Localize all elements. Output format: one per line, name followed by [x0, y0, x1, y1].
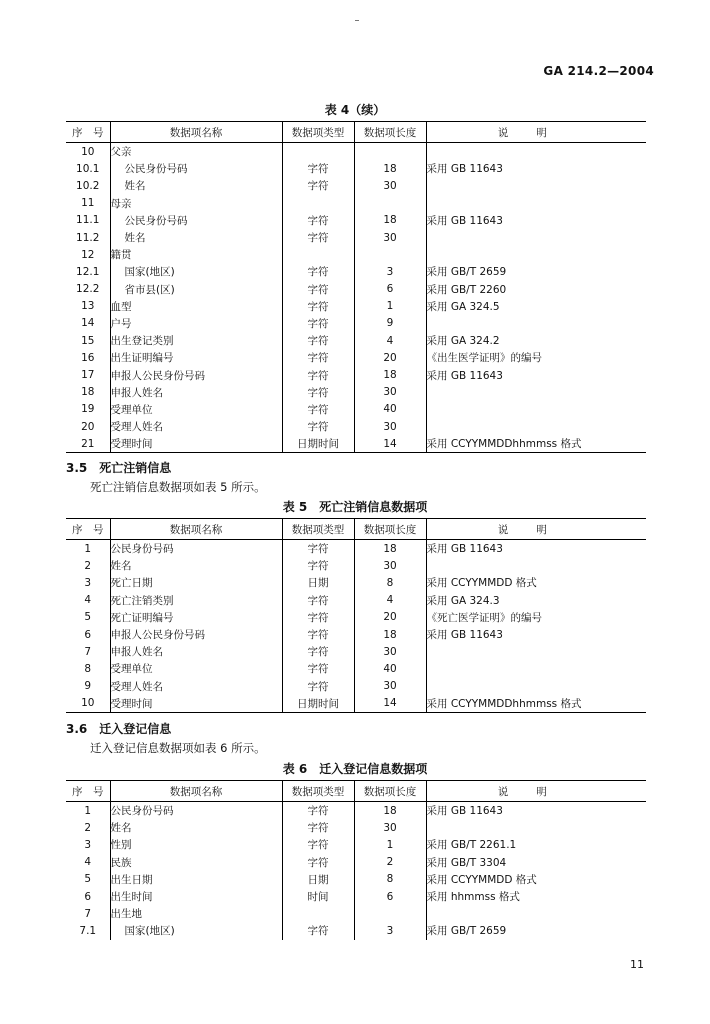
col-header-length: 数据项长度 [354, 781, 426, 802]
cell-name: 死亡日期 [110, 574, 282, 591]
cell-length [354, 246, 426, 263]
cell-length: 1 [354, 298, 426, 315]
table-row [66, 871, 646, 888]
cell-name: 出生证明编号 [110, 349, 282, 366]
cell-desc [426, 246, 646, 263]
cell-name: 出生日期 [110, 871, 282, 888]
cell-type: 字符 [282, 802, 354, 820]
cell-name: 国家(地区) [110, 263, 282, 280]
cell-no: 21 [81, 437, 95, 450]
cell-name: 国家(地区) [110, 922, 282, 939]
cell-no: 11.1 [76, 214, 100, 227]
cell-type: 字符 [282, 212, 354, 229]
cell-no: 15 [81, 334, 95, 347]
col-header-no: 序 号 [66, 519, 110, 540]
cell-desc: 采用 GB 11643 [426, 212, 646, 229]
cell-desc: 采用 GB 11643 [426, 540, 646, 558]
cell-no: 10.1 [76, 162, 100, 175]
table-row [66, 298, 646, 315]
cell-length: 4 [354, 592, 426, 609]
cell-length: 20 [354, 349, 426, 366]
cell-name: 姓名 [110, 819, 282, 836]
cell-no: 11.2 [76, 231, 100, 244]
cell-desc [426, 660, 646, 677]
cell-desc: 采用 GB/T 3304 [426, 854, 646, 871]
cell-desc: 采用 GB 11643 [426, 160, 646, 177]
cell-length: 2 [354, 854, 426, 871]
page-number: 11 [630, 958, 644, 971]
col-header-no: 序 号 [66, 781, 110, 802]
cell-desc: 采用 CCYYMMDD 格式 [426, 871, 646, 888]
cell-length: 18 [354, 540, 426, 558]
section-paragraph-3-5: 死亡注销信息数据项如表 5 所示。 [90, 480, 266, 494]
cell-no: 6 [84, 890, 92, 903]
cell-name: 受理人姓名 [110, 678, 282, 695]
cell-length: 30 [354, 384, 426, 401]
table4 [66, 121, 646, 453]
col-header-desc: 说明 [426, 781, 646, 802]
cell-name: 姓名 [110, 557, 282, 574]
cell-no: 7 [84, 645, 92, 658]
cell-no: 5 [84, 611, 92, 624]
cell-desc: 《出生医学证明》的编号 [426, 349, 646, 366]
cell-desc: 采用 CCYYMMDDhhmmss 格式 [426, 695, 646, 713]
cell-name: 死亡注销类别 [110, 592, 282, 609]
cell-length: 3 [354, 263, 426, 280]
cell-name: 受理单位 [110, 401, 282, 418]
cell-desc: 采用 GB 11643 [426, 626, 646, 643]
cell-name: 户号 [110, 315, 282, 332]
cell-desc: 采用 hhmmss 格式 [426, 888, 646, 905]
cell-no: 11 [81, 197, 95, 210]
cell-length: 30 [354, 643, 426, 660]
table-row [66, 315, 646, 332]
cell-name: 父亲 [110, 143, 282, 161]
cell-desc: 采用 GB/T 2659 [426, 922, 646, 939]
cell-length: 20 [354, 609, 426, 626]
table-row [66, 854, 646, 871]
cell-desc: 采用 CCYYMMDDhhmmss 格式 [426, 435, 646, 453]
cell-length: 18 [354, 212, 426, 229]
cell-desc [426, 819, 646, 836]
col-header-length: 数据项长度 [354, 519, 426, 540]
cell-desc: 采用 GB/T 2261.1 [426, 836, 646, 853]
cell-length: 6 [354, 281, 426, 298]
cell-no: 12.1 [76, 265, 100, 278]
table-row [66, 695, 646, 713]
cell-length: 30 [354, 177, 426, 194]
col-header-type: 数据项类型 [282, 781, 354, 802]
cell-name: 出生地 [110, 905, 282, 922]
cell-desc [426, 315, 646, 332]
col-header-length: 数据项长度 [354, 122, 426, 143]
cell-length [354, 143, 426, 161]
cell-desc [426, 905, 646, 922]
cell-name: 死亡证明编号 [110, 609, 282, 626]
cell-name: 受理时间 [110, 435, 282, 453]
table-row [66, 435, 646, 453]
cell-name: 申报人公民身份号码 [110, 626, 282, 643]
cell-type: 字符 [282, 229, 354, 246]
cell-type: 字符 [282, 177, 354, 194]
cell-length: 1 [354, 836, 426, 853]
cell-type: 字符 [282, 626, 354, 643]
cell-length: 8 [354, 574, 426, 591]
cell-no: 10.2 [76, 179, 100, 192]
standard-code: GA 214.2—2004 [543, 64, 654, 78]
table-row [66, 609, 646, 626]
cell-name: 姓名 [110, 177, 282, 194]
cell-no: 2 [84, 559, 92, 572]
cell-type: 字符 [282, 557, 354, 574]
cell-type: 字符 [282, 315, 354, 332]
cell-no: 17 [81, 369, 95, 382]
table-row [66, 660, 646, 677]
table-row [66, 626, 646, 643]
cell-name: 血型 [110, 298, 282, 315]
cell-length: 9 [354, 315, 426, 332]
table-row [66, 366, 646, 383]
cell-no: 19 [81, 403, 95, 416]
cell-type: 字符 [282, 660, 354, 677]
cell-length: 18 [354, 802, 426, 820]
table-row [66, 540, 646, 558]
table-row [66, 195, 646, 212]
cell-no: 4 [84, 594, 92, 607]
cell-desc: 采用 CCYYMMDD 格式 [426, 574, 646, 591]
table-row [66, 401, 646, 418]
cell-name: 申报人姓名 [110, 643, 282, 660]
cell-desc [426, 229, 646, 246]
cell-type [282, 143, 354, 161]
cell-no: 10 [81, 697, 95, 710]
cell-desc [426, 177, 646, 194]
cell-length [354, 905, 426, 922]
col-header-type: 数据项类型 [282, 519, 354, 540]
cell-length: 4 [354, 332, 426, 349]
cell-length: 18 [354, 626, 426, 643]
cell-name: 民族 [110, 854, 282, 871]
cell-name: 性别 [110, 836, 282, 853]
cell-type: 字符 [282, 401, 354, 418]
cell-name: 公民身份号码 [110, 212, 282, 229]
col-header-name: 数据项名称 [110, 122, 282, 143]
col-header-desc: 说明 [426, 122, 646, 143]
cell-length: 30 [354, 557, 426, 574]
table-row [66, 922, 646, 939]
cell-name: 出生登记类别 [110, 332, 282, 349]
table5 [66, 518, 646, 713]
table-row [66, 802, 646, 820]
table-row [66, 160, 646, 177]
table6-caption: 表 6 迁入登记信息数据项 [282, 762, 428, 776]
table-row [66, 678, 646, 695]
cell-no: 8 [84, 662, 92, 675]
cell-type: 字符 [282, 418, 354, 435]
table5-header-row [66, 519, 646, 540]
cell-name: 公民身份号码 [110, 802, 282, 820]
cell-type [282, 246, 354, 263]
cell-type: 字符 [282, 592, 354, 609]
cell-length: 8 [354, 871, 426, 888]
cell-desc: 采用 GB 11643 [426, 802, 646, 820]
section-paragraph-3-6: 迁入登记信息数据项如表 6 所示。 [90, 741, 266, 755]
cell-desc: 采用 GB/T 2659 [426, 263, 646, 280]
cell-no: 1 [84, 804, 92, 817]
cell-type: 字符 [282, 678, 354, 695]
table4-caption: 表 4（续） [324, 103, 386, 117]
cell-desc [426, 384, 646, 401]
cell-length: 30 [354, 819, 426, 836]
cell-type [282, 195, 354, 212]
scan-mark [355, 20, 359, 21]
cell-name: 公民身份号码 [110, 540, 282, 558]
cell-type: 字符 [282, 298, 354, 315]
cell-desc [426, 557, 646, 574]
table-row [66, 384, 646, 401]
cell-type: 时间 [282, 888, 354, 905]
cell-length: 18 [354, 160, 426, 177]
table-row [66, 888, 646, 905]
cell-type: 字符 [282, 349, 354, 366]
section-heading-3-5: 3.5 死亡注销信息 [66, 461, 172, 475]
cell-name: 申报人公民身份号码 [110, 366, 282, 383]
table-row [66, 332, 646, 349]
cell-type: 日期时间 [282, 695, 354, 713]
table-row [66, 177, 646, 194]
cell-name: 母亲 [110, 195, 282, 212]
cell-name: 申报人姓名 [110, 384, 282, 401]
cell-type: 字符 [282, 922, 354, 939]
cell-no: 12 [81, 248, 95, 261]
cell-desc: 《死亡医学证明》的编号 [426, 609, 646, 626]
cell-desc: 采用 GB/T 2260 [426, 281, 646, 298]
cell-type: 字符 [282, 263, 354, 280]
cell-name: 受理时间 [110, 695, 282, 713]
col-header-no: 序 号 [66, 122, 110, 143]
cell-desc [426, 418, 646, 435]
cell-no: 3 [84, 838, 92, 851]
cell-type: 字符 [282, 819, 354, 836]
cell-desc: 采用 GA 324.5 [426, 298, 646, 315]
cell-type: 字符 [282, 281, 354, 298]
cell-desc [426, 401, 646, 418]
cell-no: 1 [84, 542, 92, 555]
table-row [66, 246, 646, 263]
cell-type: 字符 [282, 366, 354, 383]
cell-no: 5 [84, 873, 92, 886]
cell-type: 字符 [282, 836, 354, 853]
cell-name: 受理单位 [110, 660, 282, 677]
cell-no: 10 [81, 145, 95, 158]
table-row [66, 349, 646, 366]
cell-length: 30 [354, 229, 426, 246]
cell-desc [426, 678, 646, 695]
col-header-name: 数据项名称 [110, 519, 282, 540]
section-heading-3-6: 3.6 迁入登记信息 [66, 722, 172, 736]
cell-name: 姓名 [110, 229, 282, 246]
cell-no: 18 [81, 386, 95, 399]
cell-no: 3 [84, 576, 92, 589]
cell-no: 20 [81, 420, 95, 433]
cell-name: 籍贯 [110, 246, 282, 263]
table-row [66, 418, 646, 435]
table-row [66, 212, 646, 229]
cell-length: 30 [354, 678, 426, 695]
col-header-name: 数据项名称 [110, 781, 282, 802]
cell-no: 4 [84, 856, 92, 869]
cell-type: 字符 [282, 332, 354, 349]
cell-type: 字符 [282, 384, 354, 401]
cell-length: 14 [354, 435, 426, 453]
table-row [66, 281, 646, 298]
cell-type: 字符 [282, 643, 354, 660]
cell-type: 字符 [282, 540, 354, 558]
table6-header-row [66, 781, 646, 802]
cell-type [282, 905, 354, 922]
table-row [66, 836, 646, 853]
table-row [66, 819, 646, 836]
table-row [66, 263, 646, 280]
cell-desc [426, 143, 646, 161]
cell-no: 2 [84, 821, 92, 834]
cell-type: 字符 [282, 160, 354, 177]
cell-name: 公民身份号码 [110, 160, 282, 177]
table-row [66, 643, 646, 660]
cell-type: 日期 [282, 871, 354, 888]
table-row [66, 905, 646, 922]
cell-name: 省市县(区) [110, 281, 282, 298]
table-row [66, 557, 646, 574]
cell-length: 6 [354, 888, 426, 905]
cell-type: 字符 [282, 609, 354, 626]
cell-desc: 采用 GA 324.3 [426, 592, 646, 609]
cell-desc: 采用 GA 324.2 [426, 332, 646, 349]
cell-length [354, 195, 426, 212]
cell-length: 14 [354, 695, 426, 713]
cell-no: 7.1 [79, 924, 97, 937]
cell-type: 日期 [282, 574, 354, 591]
cell-no: 12.2 [76, 283, 100, 296]
cell-no: 6 [84, 628, 92, 641]
cell-type: 日期时间 [282, 435, 354, 453]
cell-no: 13 [81, 300, 95, 313]
table-row [66, 574, 646, 591]
table6 [66, 780, 646, 940]
cell-no: 14 [81, 317, 95, 330]
cell-length: 40 [354, 660, 426, 677]
cell-no: 9 [84, 680, 92, 693]
cell-type: 字符 [282, 854, 354, 871]
table4-header-row [66, 122, 646, 143]
cell-length: 3 [354, 922, 426, 939]
cell-desc [426, 195, 646, 212]
table5-caption: 表 5 死亡注销信息数据项 [282, 500, 428, 514]
col-header-desc: 说明 [426, 519, 646, 540]
cell-desc: 采用 GB 11643 [426, 366, 646, 383]
cell-length: 40 [354, 401, 426, 418]
cell-length: 18 [354, 366, 426, 383]
cell-name: 受理人姓名 [110, 418, 282, 435]
table-row [66, 592, 646, 609]
col-header-type: 数据项类型 [282, 122, 354, 143]
cell-length: 30 [354, 418, 426, 435]
cell-no: 16 [81, 351, 95, 364]
cell-name: 出生时间 [110, 888, 282, 905]
table-row [66, 229, 646, 246]
cell-desc [426, 643, 646, 660]
cell-no: 7 [84, 907, 92, 920]
table-row [66, 143, 646, 161]
